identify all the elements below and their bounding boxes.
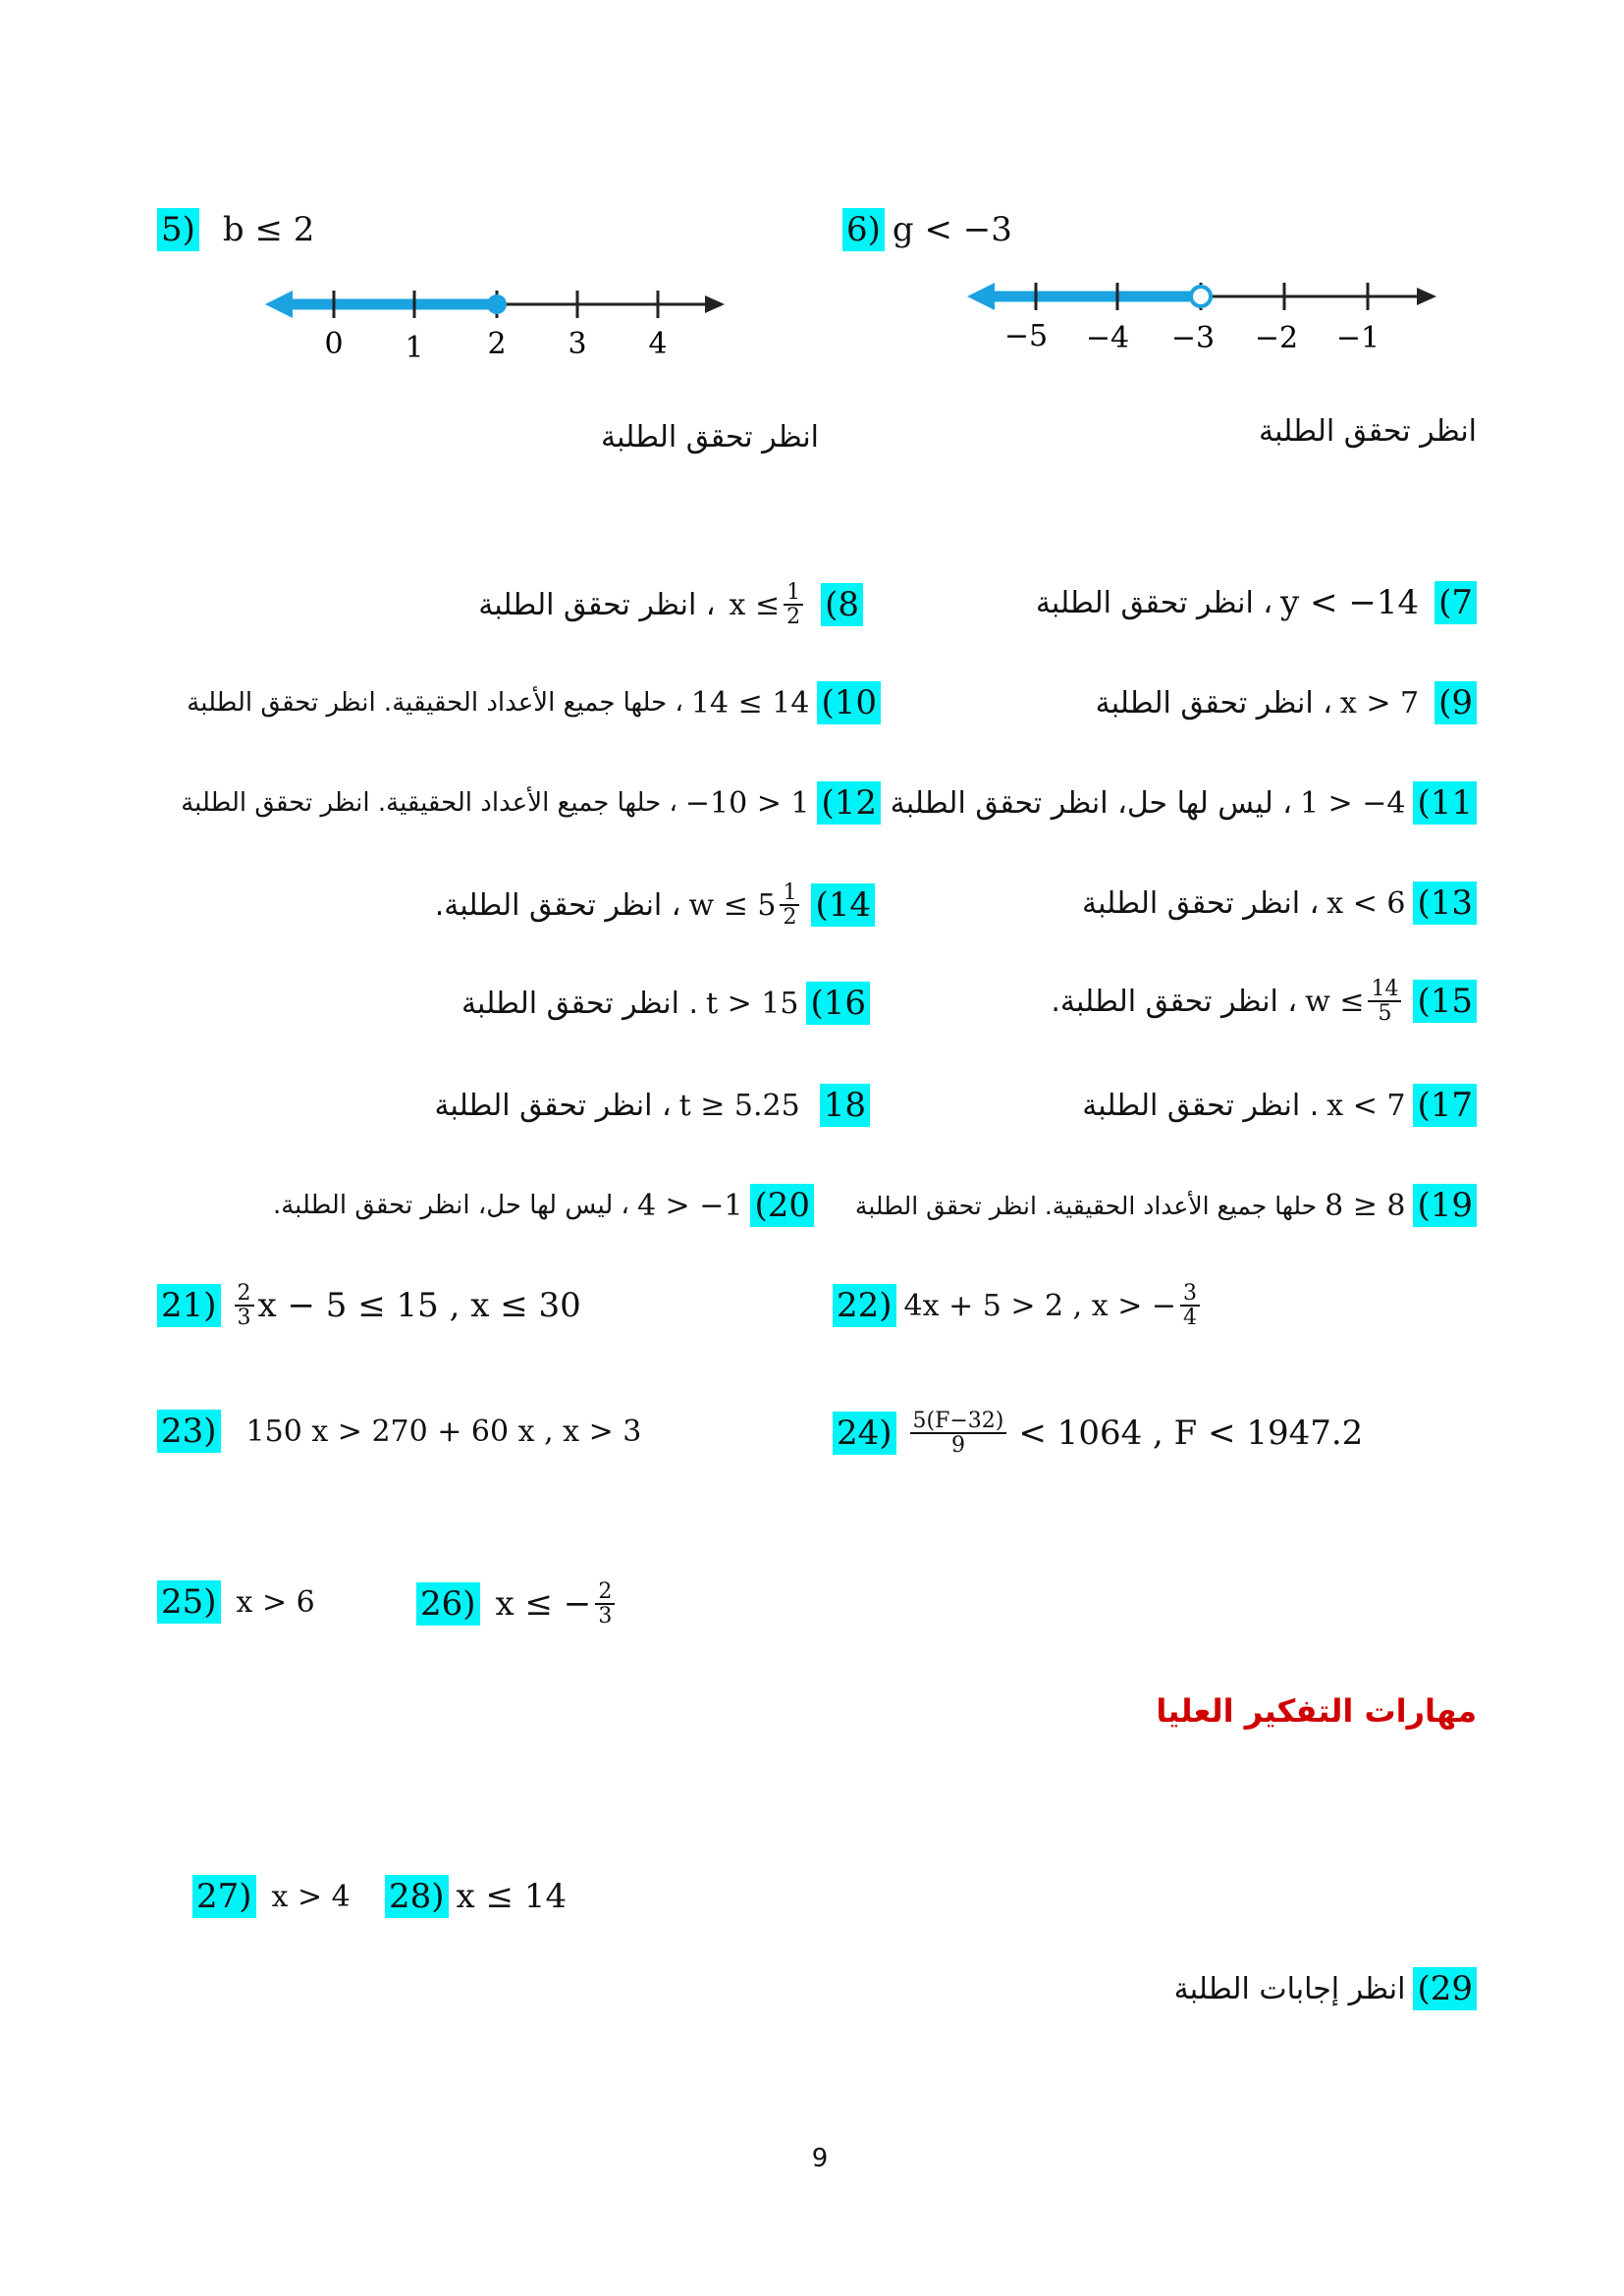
problem-text: ، انظر تحقق الطلبة [434,1088,672,1123]
problem-23 [157,1410,641,1453]
problem-17 [1082,1084,1477,1127]
problem-math-group [688,881,803,929]
numerator: 2 [595,1580,615,1605]
problem-7 [1036,581,1477,624]
axis-arrow [705,295,725,313]
problem-math: x ≤ [729,587,781,622]
problem-11 [891,781,1477,825]
problem-20 [273,1184,814,1227]
fraction [595,1580,615,1628]
fraction [780,881,799,929]
problem-9 [1096,681,1477,724]
problem-number: 23) [157,1410,221,1453]
problem-13 [1082,881,1477,925]
problem-math: x − 5 ≤ 15 , x ≤ 30 [257,1286,581,1326]
problem-19 [855,1184,1477,1227]
page-number: 9 [811,2144,829,2173]
numerator: 14 [1368,978,1401,1002]
problem-number: 18 [820,1084,870,1127]
problem-text: ، انظر تحقق الطلبة [1095,685,1332,721]
problem-text: ، انظر تحقق الطلبة. [1051,984,1298,1019]
tick-label: 0 [324,327,344,361]
problem-math: 150 x > 270 + 60 x , x > 3 [245,1414,642,1449]
problem-10 [187,681,881,724]
problem-5-note: انظر تحقق الطلبة [601,420,819,454]
problem-expression: g < −3 [892,210,1012,249]
problem-28 [385,1875,567,1918]
denominator: 5 [1378,1001,1392,1027]
denominator: 3 [237,1306,251,1331]
problem-number: 28) [385,1875,449,1918]
problem-number: 6) [842,208,885,251]
problem-number: 17) [1413,1084,1477,1127]
problem-25 [157,1580,315,1624]
problem-27 [192,1875,351,1918]
problem-number: 8) [821,583,863,626]
problem-number: 26) [416,1582,480,1626]
problem-16 [461,982,870,1025]
denominator: 4 [1183,1306,1198,1331]
problem-21 [157,1282,581,1329]
fraction [784,581,803,628]
problem-24 [833,1410,1363,1457]
section-title: مهارات التفكير العليا [1156,1692,1477,1730]
problem-number: 12) [817,781,881,825]
tick-label: −3 [1170,321,1216,355]
problem-number: 9) [1435,681,1477,724]
numerator: 3 [1180,1282,1200,1307]
problem-math: w ≤ [1305,984,1365,1019]
problem-math-group [730,581,808,628]
problem-number: 7) [1435,581,1477,624]
tick-label: 2 [487,327,507,361]
problem-math: x < 7 [1326,1088,1406,1123]
problem-math: t ≥ 5.25 [678,1088,800,1123]
problem-math: x > 7 [1339,685,1420,721]
tick-label: −5 [1003,319,1049,353]
numerator: 2 [235,1282,254,1307]
problem-text: ، انظر تحقق الطلبة [1035,585,1273,620]
problem-text: ، حلها جميع الأعداد الحقيقية. انظر تحقق الطلبة [181,788,677,818]
problem-number: 14) [811,883,875,927]
denominator: 9 [950,1433,965,1459]
numerator: 1 [780,881,799,906]
problem-number: 19) [1413,1184,1477,1227]
problem-math: < 1064 , F < 1947.2 [1018,1414,1364,1454]
problem-number: 10) [817,681,881,724]
problem-12 [181,781,881,825]
problem-math-group [1305,978,1405,1025]
problem-text: ، ليس لها حل، انظر تحقق الطلبة [890,785,1292,821]
problem-number: 15) [1413,980,1477,1023]
problem-number: 13) [1413,881,1477,925]
problem-math: 1 > −4 [1299,785,1406,821]
axis-arrow [1417,288,1436,305]
tick-label: 4 [648,327,668,361]
problem-14 [435,881,875,929]
problem-math: −10 > 1 [684,785,810,821]
problem-number: 16) [806,982,870,1025]
problem-math: x ≤ 14 [456,1877,568,1916]
problem-text: ، ليس لها حل، انظر تحقق الطلبة. [272,1191,629,1220]
problem-text: ، حلها جميع الأعداد الحقيقية. انظر تحقق الطلبة [187,688,683,718]
denominator: 2 [783,905,797,931]
closed-endpoint [487,294,507,314]
open-endpoint [1191,287,1211,306]
problem-text: ، انظر تحقق الطلبة [1082,885,1320,921]
problem-math: x ≤ − [495,1584,592,1625]
problem-math: 14 ≤ 14 [690,685,810,721]
problem-text: . انظر تحقق الطلبة [1082,1088,1320,1123]
problem-math: y < −14 [1280,583,1420,622]
problem-math: 4 > −1 [636,1188,743,1223]
number-line-5 [255,275,736,373]
solution-arrow [265,291,293,318]
numerator: 1 [784,581,803,606]
problem-number: 27) [192,1875,256,1918]
tick-label: 3 [568,327,587,361]
problem-number: 29) [1413,1967,1477,2010]
tick-label: 1 [405,331,424,365]
problem-8 [478,581,863,628]
problem-text: انظر إجابات الطلبة [1173,1971,1406,2006]
problem-math: 8 ≥ 8 [1325,1188,1406,1223]
problem-number: 24) [833,1412,896,1455]
problem-number: 20) [750,1184,814,1227]
problem-math: t > 15 [706,986,799,1021]
problem-text: حلها جميع الأعداد الحقيقية. انظر تحقق الطلبة [854,1191,1318,1220]
problem-26 [416,1580,619,1628]
number-line-6 [957,265,1448,363]
problem-expression: b ≤ 2 [222,210,315,249]
problem-15 [1051,978,1477,1025]
problem-math: w ≤ 5 [688,887,777,923]
fraction [1180,1282,1200,1329]
problem-6-note: انظر تحقق الطلبة [1259,414,1477,449]
problem-text: ، انظر تحقق الطلبة. [434,887,681,923]
problem-number: 25) [157,1580,221,1624]
tick-label: −4 [1085,321,1130,355]
tick-label: −1 [1335,321,1380,355]
problem-math: x > 6 [236,1584,315,1620]
problem-math: x < 6 [1326,885,1406,921]
denominator: 2 [786,605,801,630]
fraction [910,1410,1007,1457]
problem-text: . انظر تحقق الطلبة [460,986,699,1021]
problem-18 [434,1084,870,1127]
fraction [235,1282,254,1329]
problem-number: 11) [1413,781,1477,825]
problem-29 [1174,1967,1477,2010]
problem-6 [842,208,1020,251]
problem-text: ، انظر تحقق الطلبة [478,587,716,622]
problem-math: x > 4 [271,1879,351,1914]
tick-label: −2 [1254,321,1299,355]
fraction [1368,978,1401,1025]
numerator: 5(F−32) [910,1410,1007,1434]
problem-math: 4x + 5 > 2 , x > − [903,1288,1177,1323]
problem-number: 22) [833,1284,896,1327]
problem-number: 5) [157,208,199,251]
denominator: 3 [598,1604,613,1629]
solution-arrow [967,283,995,310]
problem-number: 21) [157,1284,221,1327]
problem-5 [157,208,322,251]
problem-22 [833,1282,1204,1329]
